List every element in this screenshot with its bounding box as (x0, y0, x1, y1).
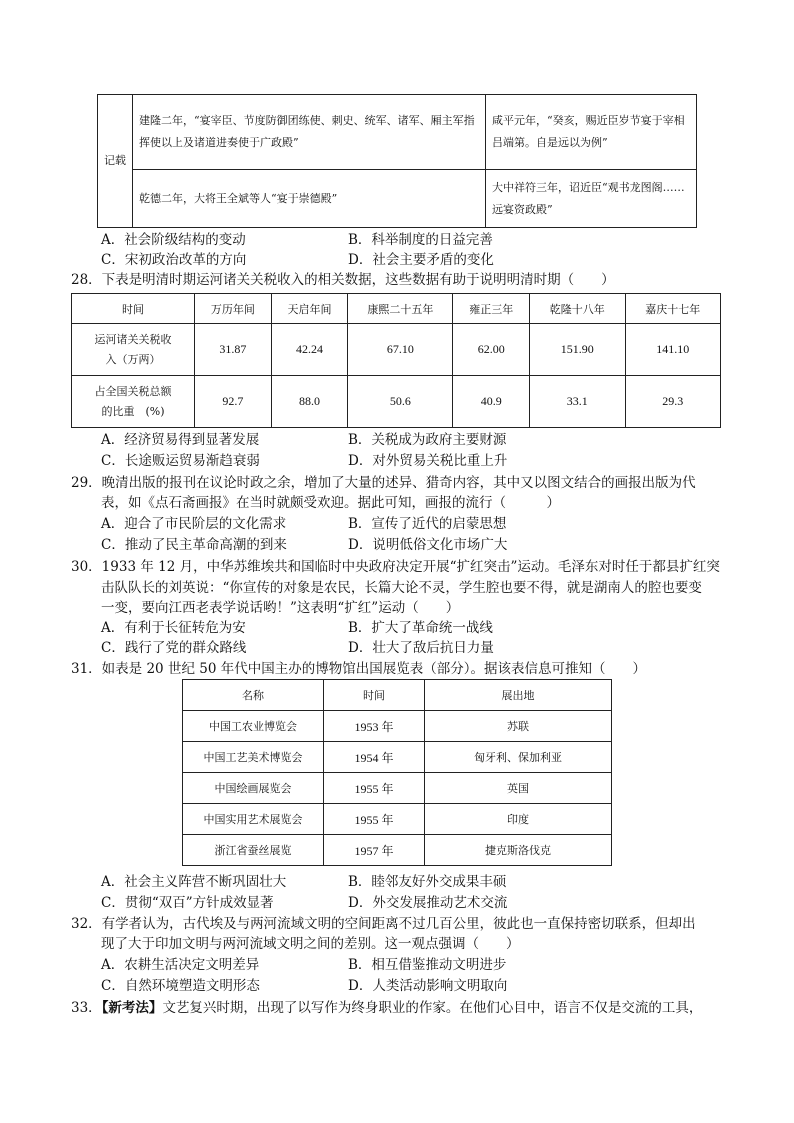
table-header: 名称 (183, 680, 324, 711)
table-cell: 咸平元年，“癸亥，赐近臣岁节宴于宰相吕端第。自是远以为例” (486, 95, 697, 170)
option-a: A．农耕生活决定文明差异 (101, 957, 260, 973)
option-d: D．对外贸易关税比重上升 (348, 453, 508, 469)
exhibition-place: 印度 (425, 804, 612, 835)
question-32-line: 32．有学者认为，古代埃及与两河流域文明的空间距离不过几百公里，彼此也一直保持密切联系，但却出 (71, 916, 696, 932)
table-row (183, 804, 612, 835)
option-a: A．迎合了市民阶层的文化需求 (101, 516, 287, 532)
table-cell: 151.90 (530, 324, 625, 376)
question-text: 文艺复兴时期，出现了以写作为终身职业的作家。在他们心目中，语言不仅是交流的工具， (162, 1000, 703, 1016)
exhibition-place: 捷克斯洛伐克 (425, 835, 612, 866)
table-header: 雍正三年 (453, 294, 530, 324)
row-label: 记载 (98, 95, 133, 228)
table-cell: 40.9 (453, 376, 530, 428)
option-c: C．长途贩运贸易渐趋衰弱 (101, 453, 260, 469)
exhibition-name: 浙江省蚕丝展览 (183, 835, 324, 866)
exhibition-place: 匈牙利、保加利亚 (425, 742, 612, 773)
table-header: 乾隆十八年 (530, 294, 625, 324)
question-29-line: 表，如《点石斋画报》在当时就颇受欢迎。据此可知，画报的流行（ ） (101, 495, 560, 511)
option-a: A．社会阶级结构的变动 (101, 232, 246, 248)
row-label (72, 376, 195, 428)
row-label-line: 入（万两） (105, 352, 161, 366)
exhibition-year: 1957 年 (324, 835, 425, 866)
exhibition-year: 1954 年 (324, 742, 425, 773)
table-header: 展出地 (425, 680, 612, 711)
exhibition-name: 中国实用艺术展览会 (183, 804, 324, 835)
option-c: C．贯彻“双百”方针成效显著 (101, 895, 274, 911)
exhibition-name: 中国绘画展览会 (183, 773, 324, 804)
option-b: B．宣传了近代的启蒙思想 (348, 516, 507, 532)
question-32-line: 现了大于印加文明与两河流域文明之间的差别。这一观点强调（ ） (101, 936, 520, 952)
table-cell: 67.10 (348, 324, 453, 376)
row-label-line: 占全国关税总额 (94, 384, 172, 398)
question-33-line (71, 998, 702, 1018)
option-d: D．外交发展推动艺术交流 (348, 895, 508, 911)
table-header: 时间 (324, 680, 425, 711)
question-31-stem: 31．如表是 20 世纪 50 年代中国主办的博物馆出国展览表（部分）。据该表信息可推知（ ） (71, 661, 646, 677)
table-cell: 50.6 (348, 376, 453, 428)
new-exam-tag: 【新考法】 (101, 1000, 163, 1016)
option-c: C．践行了党的群众路线 (101, 640, 247, 656)
table-row (183, 773, 612, 804)
question-30-line: 30．1933 年 12 月，中华苏维埃共和国临时中央政府决定开展“扩红突击”运动。毛泽东对时任于都县扩红突 (71, 559, 720, 575)
question-29-line: 29．晚清出版的报刊在议论时政之余，增加了大量的述异、猎奇内容，其中又以图文结合的画报出版为代 (71, 475, 696, 491)
table-cell: 141.10 (625, 324, 721, 376)
table-row (183, 835, 612, 866)
option-c: C．推动了民主革命高潮的到来 (101, 537, 287, 553)
table-header: 嘉庆十七年 (625, 294, 721, 324)
table-cell: 31.87 (195, 324, 272, 376)
option-c: C．自然环境塑造文明形态 (101, 978, 260, 994)
table-row (183, 742, 612, 773)
question-30-line: 击队队长的刘英说：“你宣传的对象是农民，长篇大论不灵，学生腔也要不得，就是湖南人的腔也要变 (101, 580, 702, 596)
table-cell: 29.3 (625, 376, 721, 428)
table-cell: 33.1 (530, 376, 625, 428)
option-b: B．相互借鉴推动文明进步 (348, 957, 507, 973)
table-cell: 大中祥符三年，诏近臣“观书龙图阁……远宴资政殿” (486, 170, 697, 228)
option-d: D．壮大了敌后抗日力量 (348, 640, 494, 656)
option-a: A．有利于长征转危为安 (101, 620, 246, 636)
option-a: A．经济贸易得到显著发展 (101, 432, 260, 448)
table-cell: 42.24 (271, 324, 348, 376)
exhibition-place: 英国 (425, 773, 612, 804)
option-b: B．扩大了革命统一战线 (348, 620, 493, 636)
table-cell: 62.00 (453, 324, 530, 376)
table-cell: 92.7 (195, 376, 272, 428)
option-b: B．关税成为政府主要财源 (348, 432, 507, 448)
option-a: A．社会主义阵营不断巩固壮大 (101, 874, 287, 890)
exhibition-name: 中国工艺美术博览会 (183, 742, 324, 773)
exhibition-year: 1955 年 (324, 773, 425, 804)
row-label-line: 的比重 (%) (101, 404, 165, 418)
question-30-line: 一变，要向江西老表学说话哟！”这表明“扩红”运动（ ） (101, 600, 460, 616)
table-header: 万历年间 (195, 294, 272, 324)
table-header: 时间 (72, 294, 195, 324)
option-b: B．科举制度的日益完善 (348, 232, 493, 248)
question-28-stem: 28．下表是明清时期运河诸关关税收入的相关数据，这些数据有助于说明明清时期（ ） (71, 272, 615, 288)
option-d: D．说明低俗文化市场广大 (348, 537, 508, 553)
table-header: 康熙二十五年 (348, 294, 453, 324)
option-c: C．宋初政治改革的方向 (101, 252, 247, 268)
table-cell: 88.0 (271, 376, 348, 428)
table-cell: 建隆二年，“宴宰臣、节度防御团练使、刺史、统军、诸军、厢主军指挥使以上及诸道进奏使于广政殿” (133, 95, 486, 170)
customs-revenue-table (71, 293, 721, 428)
exhibition-year: 1953 年 (324, 711, 425, 742)
option-d: D．人类活动影响文明取向 (348, 978, 508, 994)
question-number: 33． (71, 1000, 102, 1016)
banquet-records-table (97, 94, 697, 228)
option-d: D．社会主要矛盾的变化 (348, 252, 494, 268)
row-label (72, 324, 195, 376)
row-label-line: 运河诸关关税收 (94, 332, 172, 346)
exhibition-place: 苏联 (425, 711, 612, 742)
table-header: 天启年间 (271, 294, 348, 324)
option-b: B．睦邻友好外交成果丰硕 (348, 874, 507, 890)
exhibition-name: 中国工农业博览会 (183, 711, 324, 742)
table-cell: 乾德二年，大将王全斌等人“宴于崇德殿” (133, 170, 486, 228)
exhibition-table (182, 679, 612, 866)
table-row (183, 711, 612, 742)
exhibition-year: 1955 年 (324, 804, 425, 835)
